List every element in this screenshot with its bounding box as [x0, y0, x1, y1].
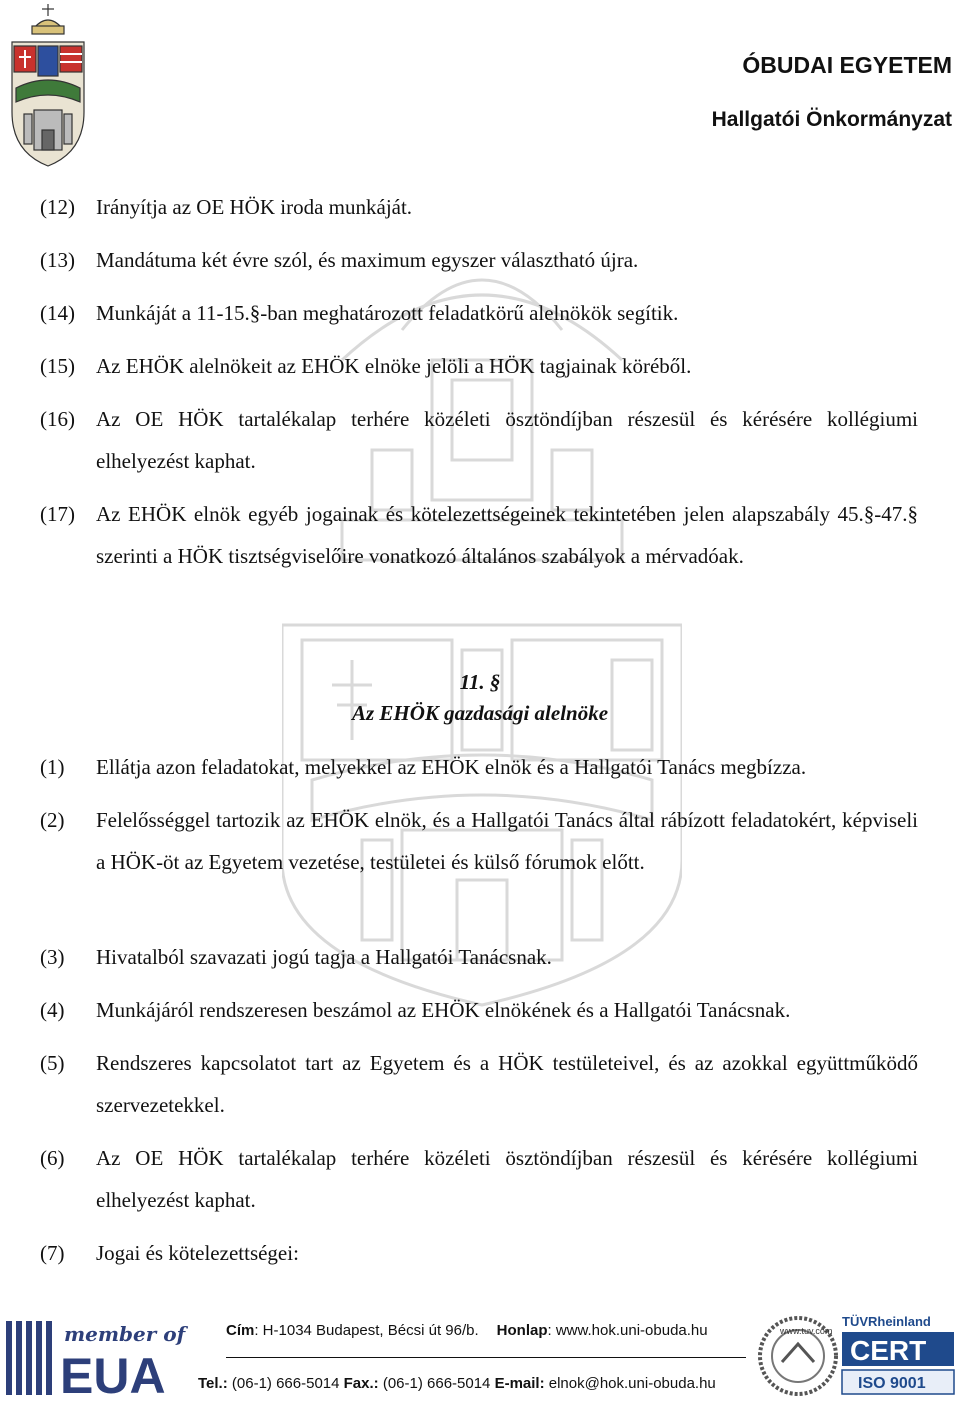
- section-number: 11. §: [459, 670, 501, 694]
- paragraph-text: Felelősséggel tartozik az EHÖK elnök, és a Hallgatói Tanács által rábízott feladatokért, képviseli a HÖK-öt az Egyetem vezetése, testületei és külső fórumok előtt.: [96, 808, 918, 874]
- paragraph-text: Munkáját a 11-15.§-ban meghatározott feladatkörű alelnökök segítik.: [96, 301, 679, 325]
- svg-text:member of: member of: [64, 1322, 186, 1346]
- paragraph-13: [40, 239, 918, 281]
- paragraph-text: Ellátja azon feladatokat, melyekkel az EHÖK elnök és a Hallgatói Tanács megbízza.: [96, 755, 807, 779]
- paragraph-3: [40, 936, 918, 978]
- paragraph-number: (7): [40, 1241, 65, 1265]
- website-link[interactable]: : www.hok.uni-obuda.hu: [547, 1322, 708, 1339]
- svg-text:www.tuv.com: www.tuv.com: [780, 1326, 833, 1336]
- paragraph-text: Mandátuma két évre szól, és maximum egyszer választható újra.: [96, 248, 639, 272]
- paragraph-number: (16): [40, 407, 75, 431]
- footer-contact-line: [226, 1322, 708, 1339]
- phone-label: Tel.:: [198, 1375, 228, 1392]
- tuv-iso-certification-logo: [758, 1308, 958, 1403]
- address-value: : H-1034 Budapest, Bécsi út 96/b.: [254, 1322, 479, 1339]
- paragraph-number: (13): [40, 248, 75, 272]
- paragraph-number: (15): [40, 354, 75, 378]
- paragraph-6: [40, 1137, 918, 1221]
- paragraph-number: (3): [40, 945, 65, 969]
- website-label: Honlap: [496, 1322, 548, 1339]
- paragraph-text: Az EHÖK elnök egyéb jogainak és kötelezettségeinek tekintetében jelen alapszabály 45.§-47.§ szerinti a HÖK tisztségviselőire vonatkozó általános szabályok a mérvadóak.: [96, 502, 918, 568]
- paragraph-text: Hivatalból szavazati jogú tagja a Hallgatói Tanácsnak.: [96, 945, 552, 969]
- eua-member-logo: [2, 1315, 192, 1400]
- paragraph-number: (2): [40, 808, 65, 832]
- paragraph-text: Munkájáról rendszeresen beszámol az EHÖK elnökének és a Hallgatói Tanácsnak.: [96, 998, 791, 1022]
- paragraph-number: (14): [40, 301, 75, 325]
- svg-text:EUA: EUA: [60, 1348, 166, 1400]
- fax-label: Fax.:: [343, 1375, 379, 1392]
- student-union-name: Hallgatói Önkormányzat: [711, 108, 952, 131]
- paragraph-1: [40, 746, 918, 788]
- university-name: ÓBUDAI EGYETEM: [742, 52, 952, 78]
- paragraph-16: [40, 398, 918, 482]
- paragraph-number: (1): [40, 755, 65, 779]
- footer-phone-line: [198, 1375, 716, 1392]
- paragraph-number: (17): [40, 502, 75, 526]
- paragraph-2: [40, 799, 918, 883]
- paragraph-4: [40, 989, 918, 1031]
- footer-divider: [226, 1357, 746, 1358]
- paragraph-text: Jogai és kötelezettségei:: [96, 1241, 299, 1265]
- svg-text:CERT: CERT: [850, 1335, 927, 1366]
- svg-text:TÜVRheinland: TÜVRheinland: [842, 1314, 931, 1329]
- email-link[interactable]: elnok@hok.uni-obuda.hu: [544, 1375, 716, 1392]
- paragraph-5: [40, 1042, 918, 1126]
- fax-value: (06-1) 666-5014: [378, 1375, 495, 1392]
- section-title: Az EHÖK gazdasági alelnöke: [351, 701, 609, 725]
- paragraph-12: [40, 186, 918, 228]
- paragraph-text: Irányítja az OE HÖK iroda munkáját.: [96, 195, 413, 219]
- email-label: E-mail:: [494, 1375, 545, 1392]
- university-crest-logo: [4, 2, 92, 170]
- paragraph-text: Az OE HÖK tartalékalap terhére közéleti ösztöndíjban részesül és kérésére kollégiumi elhelyezést kaphat.: [96, 1146, 918, 1212]
- paragraph-text: Rendszeres kapcsolatot tart az Egyetem és a HÖK testületeivel, és az azokkal együttműködő szervezetekkel.: [96, 1051, 918, 1117]
- paragraph-7: [40, 1232, 918, 1274]
- paragraph-number: (4): [40, 998, 65, 1022]
- phone-value: (06-1) 666-5014: [227, 1375, 344, 1392]
- paragraph-14: [40, 292, 918, 334]
- paragraph-number: (12): [40, 195, 75, 219]
- paragraph-number: (5): [40, 1051, 65, 1075]
- paragraph-text: Az EHÖK alelnökeit az EHÖK elnöke jelöli a HÖK tagjainak köréből.: [96, 354, 692, 378]
- svg-text:ISO 9001: ISO 9001: [858, 1375, 926, 1392]
- paragraph-number: (6): [40, 1146, 65, 1170]
- address-label: Cím: [226, 1322, 255, 1339]
- paragraph-15: [40, 345, 918, 387]
- paragraph-text: Az OE HÖK tartalékalap terhére közéleti ösztöndíjban részesül és kérésére kollégiumi elhelyezést kaphat.: [96, 407, 918, 473]
- paragraph-17: [40, 493, 918, 577]
